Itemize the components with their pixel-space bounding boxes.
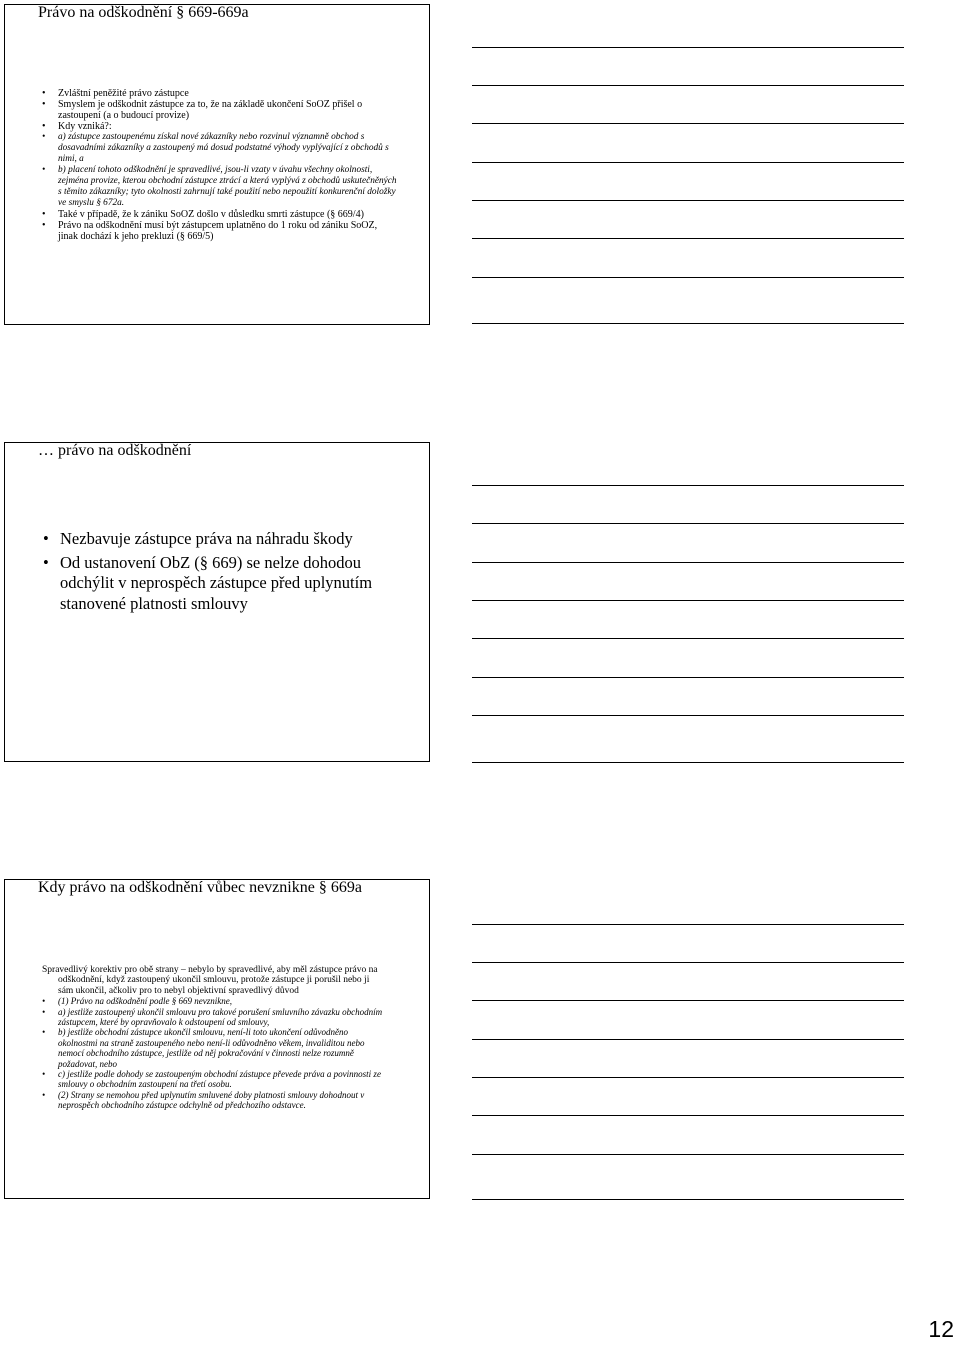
note-line (472, 1199, 904, 1200)
note-line (472, 277, 904, 278)
list-item: • Právo na odškodnění musí být zástupcem uplatněno do 1 roku od zániku SoOZ, jinak dochází k jeho prekluzi (§ 669/5) (58, 220, 398, 242)
note-line (472, 638, 904, 639)
list-item: • Od ustanovení ObZ (§ 669) se nelze dohodou odchýlit v neprospěch zástupce před uplynutím stanovené platnosti smlouvy (60, 553, 380, 615)
note-line (472, 47, 904, 48)
note-line (472, 1154, 904, 1155)
slide-1-bullet-list (58, 88, 398, 242)
note-line (472, 1115, 904, 1116)
note-line (472, 562, 904, 563)
list-item: • Nezbavuje zástupce práva na náhradu škody (60, 529, 380, 550)
slide-3-title: Kdy právo na odškodnění vůbec nevznikne § 669a (38, 879, 362, 896)
note-line (472, 523, 904, 524)
list-item: • c) jestliže podle dohody se zastoupeným obchodní zástupce převede práva a povinnosti ze smlouvy o obchodním zastoupení na třetí osobu. (58, 1069, 383, 1090)
note-line (472, 715, 904, 716)
list-item: • (1) Právo na odškodnění podle § 669 nevznikne, (58, 996, 383, 1006)
list-item-lead: Spravedlivý korektiv pro obě strany – nebylo by spravedlivé, aby měl zástupce právo na odškodnění, když zastoupený ukončil smlouvu, protože zástupce ji porušil nebo ji sám ukončil, ačkoliv pro to nebyl objektivní spravedlivý důvod (42, 965, 378, 996)
note-line (472, 677, 904, 678)
list-item: • (2) Strany se nemohou před uplynutím smluvené doby platnosti smlouvy dohodnout v neprospěch obchodního zástupce odchylně od předchozího odstavce. (58, 1090, 383, 1111)
list-item: • Kdy vzniká?: (58, 121, 398, 132)
list-item: • Smyslem je odškodnit zástupce za to, že na základě ukončení SoOZ přišel o zastoupení (a o budoucí provize) (58, 99, 398, 121)
note-line (472, 762, 904, 763)
note-line (472, 85, 904, 86)
note-line (472, 162, 904, 163)
list-item: • Zvláštní peněžité právo zástupce (58, 88, 398, 99)
note-line (472, 600, 904, 601)
list-item: • b) placení tohoto odškodnění je spravedlivé, jsou-li vzaty v úvahu všechny okolnosti, zejména provize, kterou obchodní zástupce ztrácí a která vyplývá z obchodů uskutečněných s těmito zákazníky; tyto okolnosti zahrnují také použití nebo nepoužití konkurenční doložky ve smyslu § 672a. (58, 165, 398, 209)
note-line (472, 1039, 904, 1040)
slide-3-bullet-list (42, 965, 383, 1111)
note-line (472, 323, 904, 324)
page-number: 12 (928, 1316, 954, 1342)
slide-2-bullet-list (60, 529, 380, 617)
note-line (472, 200, 904, 201)
note-line (472, 962, 904, 963)
note-line (472, 1000, 904, 1001)
note-line (472, 1077, 904, 1078)
list-item: • b) jestliže obchodní zástupce ukončil smlouvu, není-li toto ukončení odůvodněno okolnostmi na straně zastoupeného nebo není-li odůvodněno věkem, invaliditou nebo nemocí obchodního zástupce, jestliže od něj pokračování v činnosti nelze rozumně požadovat, nebo (58, 1027, 383, 1069)
note-line (472, 924, 904, 925)
slide-2-title: … právo na odškodnění (38, 442, 192, 459)
list-item: • a) jestliže zastoupený ukončil smlouvu pro takové porušení smluvního závazku obchodním zástupcem, které by opravňovalo k odstoupení od smlouvy, (58, 1007, 383, 1028)
note-line (472, 238, 904, 239)
note-line (472, 123, 904, 124)
slide-1-title: Právo na odškodnění § 669-669a (38, 4, 249, 21)
list-item: • a) zástupce zastoupenému získal nové zákazníky nebo rozvinul významně obchod s dosavadními zákazníky a zastoupený má dosud podstatné výhody vyplývající z obchodů s nimi, a (58, 132, 398, 165)
note-line (472, 485, 904, 486)
list-item: • Také v případě, že k zániku SoOZ došlo v důsledku smrti zástupce (§ 669/4) (58, 209, 398, 220)
